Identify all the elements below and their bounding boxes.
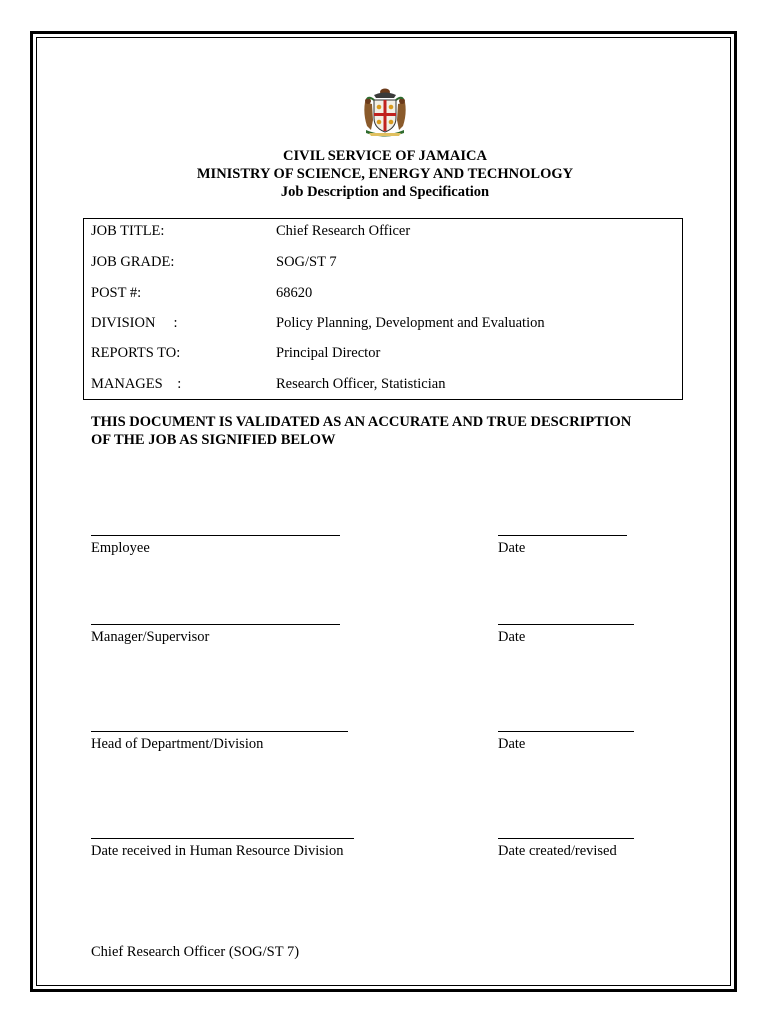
- manager-date-line[interactable]: [498, 624, 634, 625]
- date-label: Date: [498, 540, 526, 556]
- date-created-revised-label: Date created/revised: [498, 843, 617, 859]
- validation-statement: [91, 413, 691, 449]
- validation-line-1: THIS DOCUMENT IS VALIDATED AS AN ACCURATE AND TRUE DESCRIPTION: [91, 414, 632, 430]
- hr-received-date-line[interactable]: [91, 838, 354, 839]
- employee-signature-line[interactable]: [91, 535, 340, 536]
- job-grade-value: SOG/ST 7: [276, 254, 337, 270]
- manages-label: MANAGES :: [91, 376, 182, 392]
- head-of-department-signature-line[interactable]: [91, 731, 348, 732]
- header-line-2: MINISTRY OF SCIENCE, ENERGY AND TECHNOLOGY: [196, 166, 574, 182]
- reports-to-label: REPORTS TO:: [91, 345, 181, 361]
- job-title-label: JOB TITLE:: [91, 223, 165, 239]
- hr-received-label: Date received in Human Resource Division: [91, 843, 344, 859]
- header-line-3: Job Description and Specification: [280, 184, 490, 200]
- manages-value: Research Officer, Statistician: [276, 376, 446, 392]
- date-created-revised-line[interactable]: [498, 838, 634, 839]
- manager-supervisor-label: Manager/Supervisor: [91, 629, 210, 645]
- date-label: Date: [498, 629, 526, 645]
- manager-signature-line[interactable]: [91, 624, 340, 625]
- employee-label: Employee: [91, 540, 150, 556]
- post-number-value: 68620: [276, 285, 313, 301]
- head-date-line[interactable]: [498, 731, 634, 732]
- division-label: DIVISION :: [91, 315, 178, 331]
- job-title-value: Chief Research Officer: [276, 223, 411, 239]
- division-value: Policy Planning, Development and Evaluation: [276, 315, 545, 331]
- footer-job-reference: Chief Research Officer (SOG/ST 7): [91, 944, 300, 960]
- validation-line-2: OF THE JOB AS SIGNIFIED BELOW: [91, 432, 336, 448]
- job-grade-label: JOB GRADE:: [91, 254, 175, 270]
- job-info-box: [83, 218, 683, 400]
- reports-to-value: Principal Director: [276, 345, 381, 361]
- jamaica-coat-of-arms-icon: [360, 86, 410, 138]
- post-number-label: POST #:: [91, 285, 142, 301]
- head-of-department-label: Head of Department/Division: [91, 736, 264, 752]
- header-line-1: CIVIL SERVICE OF JAMAICA: [283, 148, 487, 164]
- employee-date-line[interactable]: [498, 535, 627, 536]
- date-label: Date: [498, 736, 526, 752]
